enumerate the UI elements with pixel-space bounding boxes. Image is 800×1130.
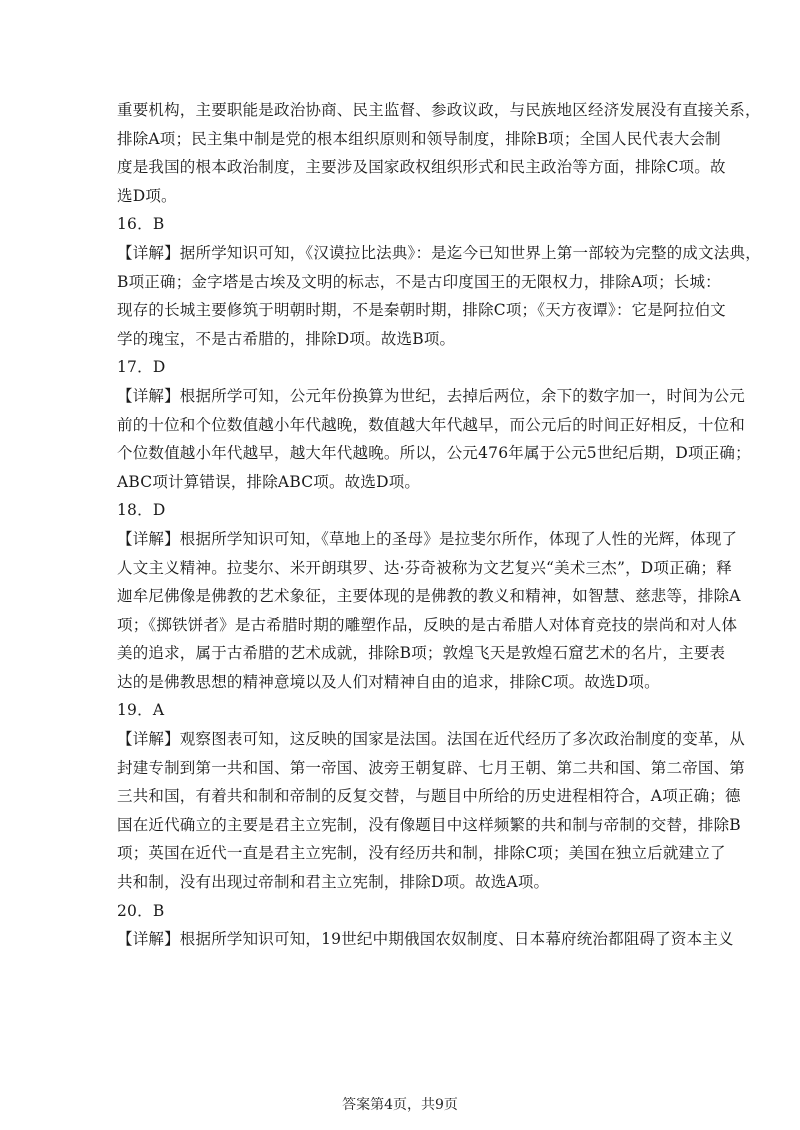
text-line: 重要机构，主要职能是政治协商、民主监督、参政议政，与民族地区经济发展没有直接关系，	[117, 101, 761, 119]
text-line: 迦牟尼佛像是佛教的艺术象征，主要体现的是佛教的教义和精神，如智慧、慈悲等，排除A	[117, 587, 741, 606]
text-line: 【详解】据所学知识可知，《汉谟拉比法典》：是迄今已知世界上第一部较为完整的成文法典，	[117, 243, 761, 262]
answer-text-block	[117, 96, 761, 954]
text-line: 度是我国的根本政治制度，主要涉及国家政权组织形式和民主政治等方面，排除C项。故	[117, 158, 726, 177]
question-number: 16．B	[117, 215, 165, 234]
text-line: ABC项计算错误，排除ABC项。故选D项。	[117, 472, 421, 491]
question-number: 17．D	[117, 358, 166, 377]
text-line: 个位数值越小年代越早，越大年代越晚。所以，公元476年属于公元5世纪后期，D项正确；	[117, 444, 751, 463]
page-footer: 答案第4页，共9页	[342, 1097, 458, 1113]
text-line: 国在近代确立的主要是君主立宪制，没有像题目中这样频繁的共和制与帝制的交替，排除B	[117, 815, 741, 834]
text-line: 项；《掷铁饼者》是古希腊时期的雕塑作品，反映的是古希腊人对体育竞技的崇尚和对人体	[117, 615, 738, 634]
text-line: 【详解】观察图表可知，这反映的国家是法国。法国在近代经历了多次政治制度的变革，从	[117, 730, 746, 749]
text-line: 封建专制到第一共和国、第一帝国、波旁王朝复辟、七月王朝、第二共和国、第二帝国、第	[117, 758, 746, 777]
question-number: 19．A	[117, 701, 165, 720]
text-line: 项；英国在近代一直是君主立宪制，没有经历共和制，排除C项；美国在独立后就建立了	[117, 844, 726, 863]
text-line: 排除A项；民主集中制是党的根本组织原则和领导制度，排除B项；全国人民代表大会制	[117, 129, 721, 148]
text-line: 【详解】根据所学知识可知，19世纪中期俄国农奴制度、日本幕府统治都阻碍了资本主义	[117, 930, 734, 949]
text-line: 人文主义精神。拉斐尔、米开朗琪罗、达·芬奇被称为文艺复兴“美术三杰”，D项正确；释	[117, 558, 732, 577]
text-line: B项正确；金字塔是古埃及文明的标志，不是古印度国王的无限权力，排除A项；长城：	[117, 272, 721, 291]
question-number: 18．D	[117, 501, 166, 520]
text-line: 前的十位和个位数值越小年代越晚，数值越大年代越早，而公元后的时间正好相反，十位和	[117, 415, 746, 434]
question-number: 20．B	[117, 901, 165, 920]
text-line: 达的是佛教思想的精神意境以及人们对精神自由的追求，排除C项。故选D项。	[117, 672, 660, 691]
text-line: 三共和国，有着共和制和帝制的反复交替，与题目中所给的历史进程相符合，A项正确；德	[117, 787, 741, 806]
text-line: 共和制，没有出现过帝制和君主立宪制，排除D项。故选A项。	[117, 873, 550, 892]
text-line: 学的瑰宝，不是古希腊的，排除D项。故选B项。	[117, 329, 456, 348]
text-line: 美的追求，属于古希腊的艺术成就，排除B项；敦煌飞天是敦煌石窟艺术的名片，主要表	[117, 644, 726, 663]
text-line: 【详解】根据所学知识可知，《草地上的圣母》是拉斐尔所作，体现了人性的光辉，体现了	[117, 529, 738, 548]
text-line: 现存的长城主要修筑于明朝时期，不是秦朝时期，排除C项；《天方夜谭》：它是阿拉伯文	[117, 301, 726, 320]
text-line: 【详解】根据所学可知，公元年份换算为世纪，去掉后两位，余下的数字加一，时间为公元	[117, 386, 746, 405]
text-line: 选D项。	[117, 186, 177, 205]
